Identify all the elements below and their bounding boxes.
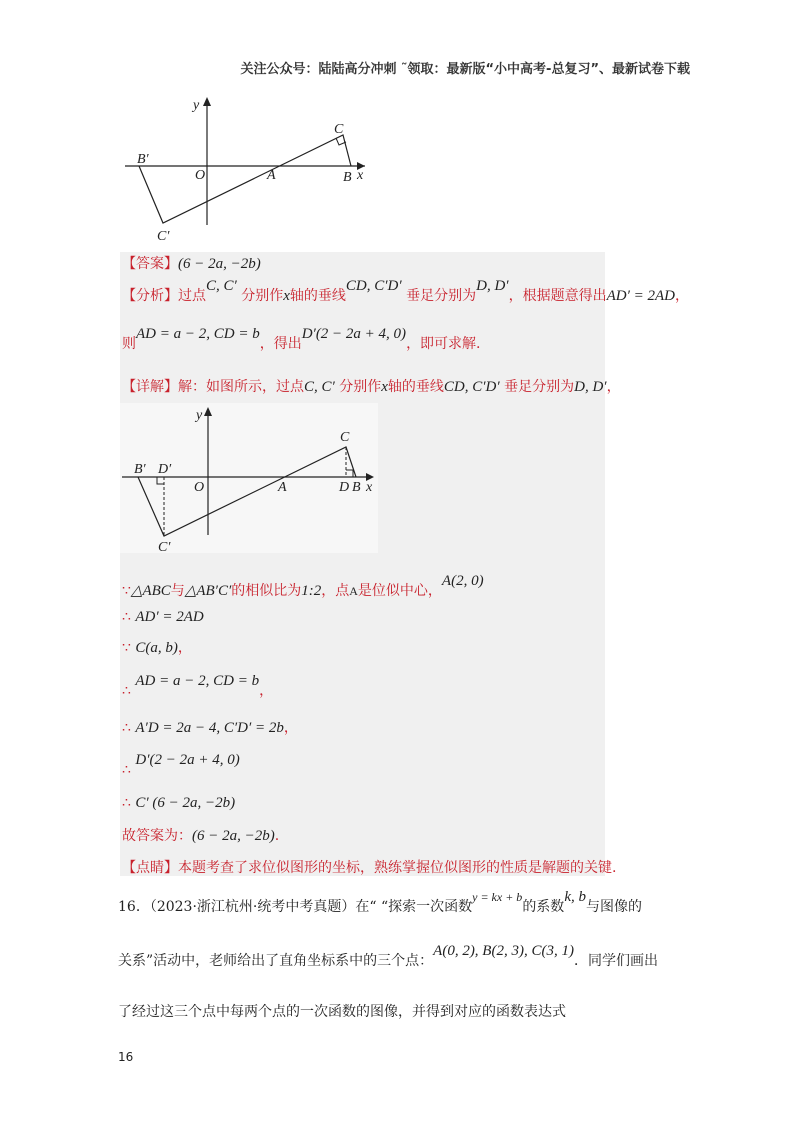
svg-text:A: A xyxy=(267,168,276,183)
svg-text:A: A xyxy=(278,480,287,495)
page-header: 关注公众号：陆陆高分冲刺 ˜领取：最新版“小中高考-总复习”、最新试卷下载 xyxy=(240,62,690,77)
step-2: ∴ AD′ = 2AD xyxy=(122,609,204,625)
question-16-line-1: 16．（2023·浙江杭州·统考中考真题）在“ “探索一次函数y = kx + b的系数k, b与图像的 xyxy=(118,889,642,915)
svg-text:O: O xyxy=(195,168,206,183)
svg-text:B: B xyxy=(352,480,361,495)
svg-text:C: C xyxy=(340,430,350,445)
svg-text:y: y xyxy=(196,408,203,423)
detail-line: 【详解】解：如图所示，过点C, C′ 分别作x轴的垂线CD, C′D′ 垂足分别为D, D′， xyxy=(122,379,621,395)
page-number: 16 xyxy=(118,1050,134,1064)
svg-text:D′: D′ xyxy=(158,462,172,477)
step-7: ∴ C′ (6 − 2a, −2b) xyxy=(122,795,236,811)
svg-text:x: x xyxy=(366,480,373,495)
question-16-line-3: 了经过这三个点中每两个点的一次函数的图像，并得到对应的函数表达式 xyxy=(118,1004,566,1020)
comment-line: 【点睛】本题考查了求位似图形的坐标，熟练掌握位似图形的性质是解题的关键. xyxy=(122,860,617,876)
step-1: ∵△ABC与△AB′C′的相似比为1:2，点A是位似中心，A(2, 0) xyxy=(122,573,484,599)
svg-text:C′: C′ xyxy=(158,540,171,553)
svg-text:B′: B′ xyxy=(137,152,149,167)
step-3: ∵ C(a, b)， xyxy=(122,640,192,656)
analysis-line-2: 则AD = a − 2, CD = b，得出D′(2 − 2a + 4, 0)，即可求解. xyxy=(122,326,481,352)
svg-text:x: x xyxy=(357,168,364,183)
svg-text:C: C xyxy=(334,122,344,137)
svg-text:C′: C′ xyxy=(157,229,170,244)
step-6: ∴ D′(2 − 2a + 4, 0) xyxy=(122,752,240,778)
svg-text:O: O xyxy=(194,480,205,495)
svg-text:D: D xyxy=(339,480,350,495)
analysis-line-1: 【分析】过点C, C′ 分别作x轴的垂线CD, C′D′ 垂足分别为D, D′，根据题意得出AD′ = 2AD， xyxy=(122,278,689,304)
figure-with-perpendiculars xyxy=(120,403,378,553)
svg-text:B′: B′ xyxy=(134,462,146,477)
step-5: ∴ A′D = 2a − 4, C′D′ = 2b， xyxy=(122,720,298,736)
svg-text:y: y xyxy=(193,98,200,113)
answer-line: 【答案】(6 − 2a, −2b) xyxy=(122,256,261,272)
step-4: ∴ AD = a − 2, CD = b， xyxy=(122,673,274,699)
question-16-line-2: 关系”活动中，老师给出了直角坐标系中的三个点：A(0, 2), B(2, 3), C(3, 1)．同学们画出 xyxy=(118,943,658,969)
svg-text:B: B xyxy=(343,170,352,185)
figure-original-triangles xyxy=(125,95,375,245)
final-answer: 故答案为：(6 − 2a, −2b). xyxy=(122,828,280,844)
